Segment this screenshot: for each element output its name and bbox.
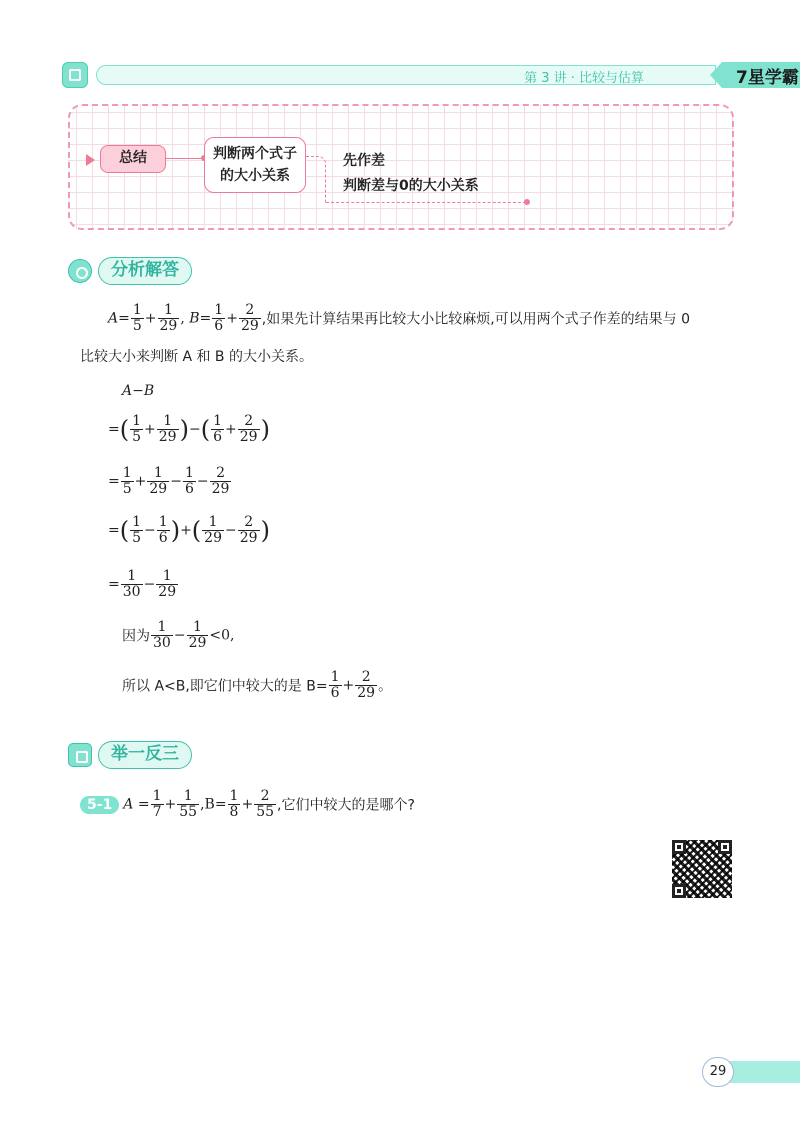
- var-b: B: [189, 310, 200, 327]
- summary-topic-line2: 的大小关系: [220, 168, 290, 184]
- summary-step1: 先作差: [343, 153, 385, 169]
- calculator-icon: [62, 62, 88, 88]
- because-label: 因为: [122, 628, 150, 645]
- step-1: =( $\frac{1}{5}$ + $\frac{1}{29}$ )−( $\frac{1}{6}$ + $\frac{2}{29}$ ): [108, 413, 270, 445]
- period: 。: [378, 678, 393, 695]
- intro-line: A= $\frac{1}{5}$ + $\frac{1}{29}$ , B= $\frac{1}{6}$ + $\frac{2}{29}$ ,如果先计算结果再比较大小比较麻烦,可以用两个式子作差的结果与 0: [108, 302, 691, 334]
- less-than-zero: <0,: [209, 627, 235, 644]
- equals: =: [118, 310, 130, 327]
- arrow-right-icon: [86, 154, 95, 166]
- connector-dashed: [306, 156, 326, 203]
- step-4: = $\frac{1}{30}$ − $\frac{1}{29}$: [108, 568, 177, 600]
- summary-box: [68, 104, 734, 230]
- question-text: ,它们中较大的是哪个?: [277, 797, 415, 814]
- fraction: $\frac{1}{5}$: [132, 302, 142, 334]
- summary-step2: 判断差与0的大小关系: [343, 178, 479, 194]
- chapter-title: 第 3 讲 · 比较与估算: [524, 71, 644, 86]
- var-a: A: [108, 310, 119, 327]
- comma: ,: [180, 310, 185, 327]
- brand-title: 7星学霸: [736, 68, 799, 88]
- step-2: = $\frac{1}{5}$ + $\frac{1}{29}$ − $\frac{1}{6}$ − $\frac{2}{29}$: [108, 465, 230, 497]
- qr-code[interactable]: [672, 840, 732, 898]
- conclusion-text: 所以 A<B,即它们中较大的是 B=: [122, 678, 328, 695]
- summary-topic: [204, 137, 306, 193]
- connector-line: [166, 158, 204, 159]
- because-line: 因为 $\frac{1}{30}$ − $\frac{1}{29}$ <0,: [122, 619, 235, 651]
- fraction: $\frac{1}{6}$: [214, 302, 224, 334]
- var-b-eq: ,B=: [200, 796, 227, 813]
- summary-topic-line1: 判断两个式子: [213, 146, 297, 162]
- question-badge: 5-1: [80, 796, 119, 814]
- fraction: $\frac{2}{29}$: [240, 302, 259, 334]
- practice-question: 5-1 A = $\frac{1}{7}$ + $\frac{1}{55}$ ,B= $\frac{1}{8}$ + $\frac{2}{55}$ ,它们中较大的是哪个?: [80, 789, 415, 820]
- fraction: $\frac{1}{29}$: [159, 302, 178, 334]
- intro-text: ,如果先计算结果再比较大小比较麻烦,可以用两个式子作差的结果与 0: [261, 311, 691, 328]
- pencil-icon: [68, 743, 92, 767]
- page-number: 29: [702, 1057, 734, 1087]
- var-a-eq: A =: [123, 796, 150, 813]
- summary-tag: 总结: [100, 145, 166, 173]
- analysis-heading: 分析解答: [98, 257, 192, 285]
- conclusion-line: 所以 A<B,即它们中较大的是 B= $\frac{1}{6}$ + $\frac{2}{29}$ 。: [122, 669, 393, 701]
- target-icon: [68, 259, 92, 283]
- step-0: A−B: [122, 383, 155, 399]
- intro-continuation: 比较大小来判断 A 和 B 的大小关系。: [80, 349, 313, 365]
- practice-heading: 举一反三: [98, 741, 192, 769]
- step-3: =( $\frac{1}{5}$ − $\frac{1}{6}$ )+( $\frac{1}{29}$ − $\frac{2}{29}$ ): [108, 514, 270, 546]
- connector-dashed-bottom: [326, 202, 526, 203]
- page-header: [62, 62, 800, 88]
